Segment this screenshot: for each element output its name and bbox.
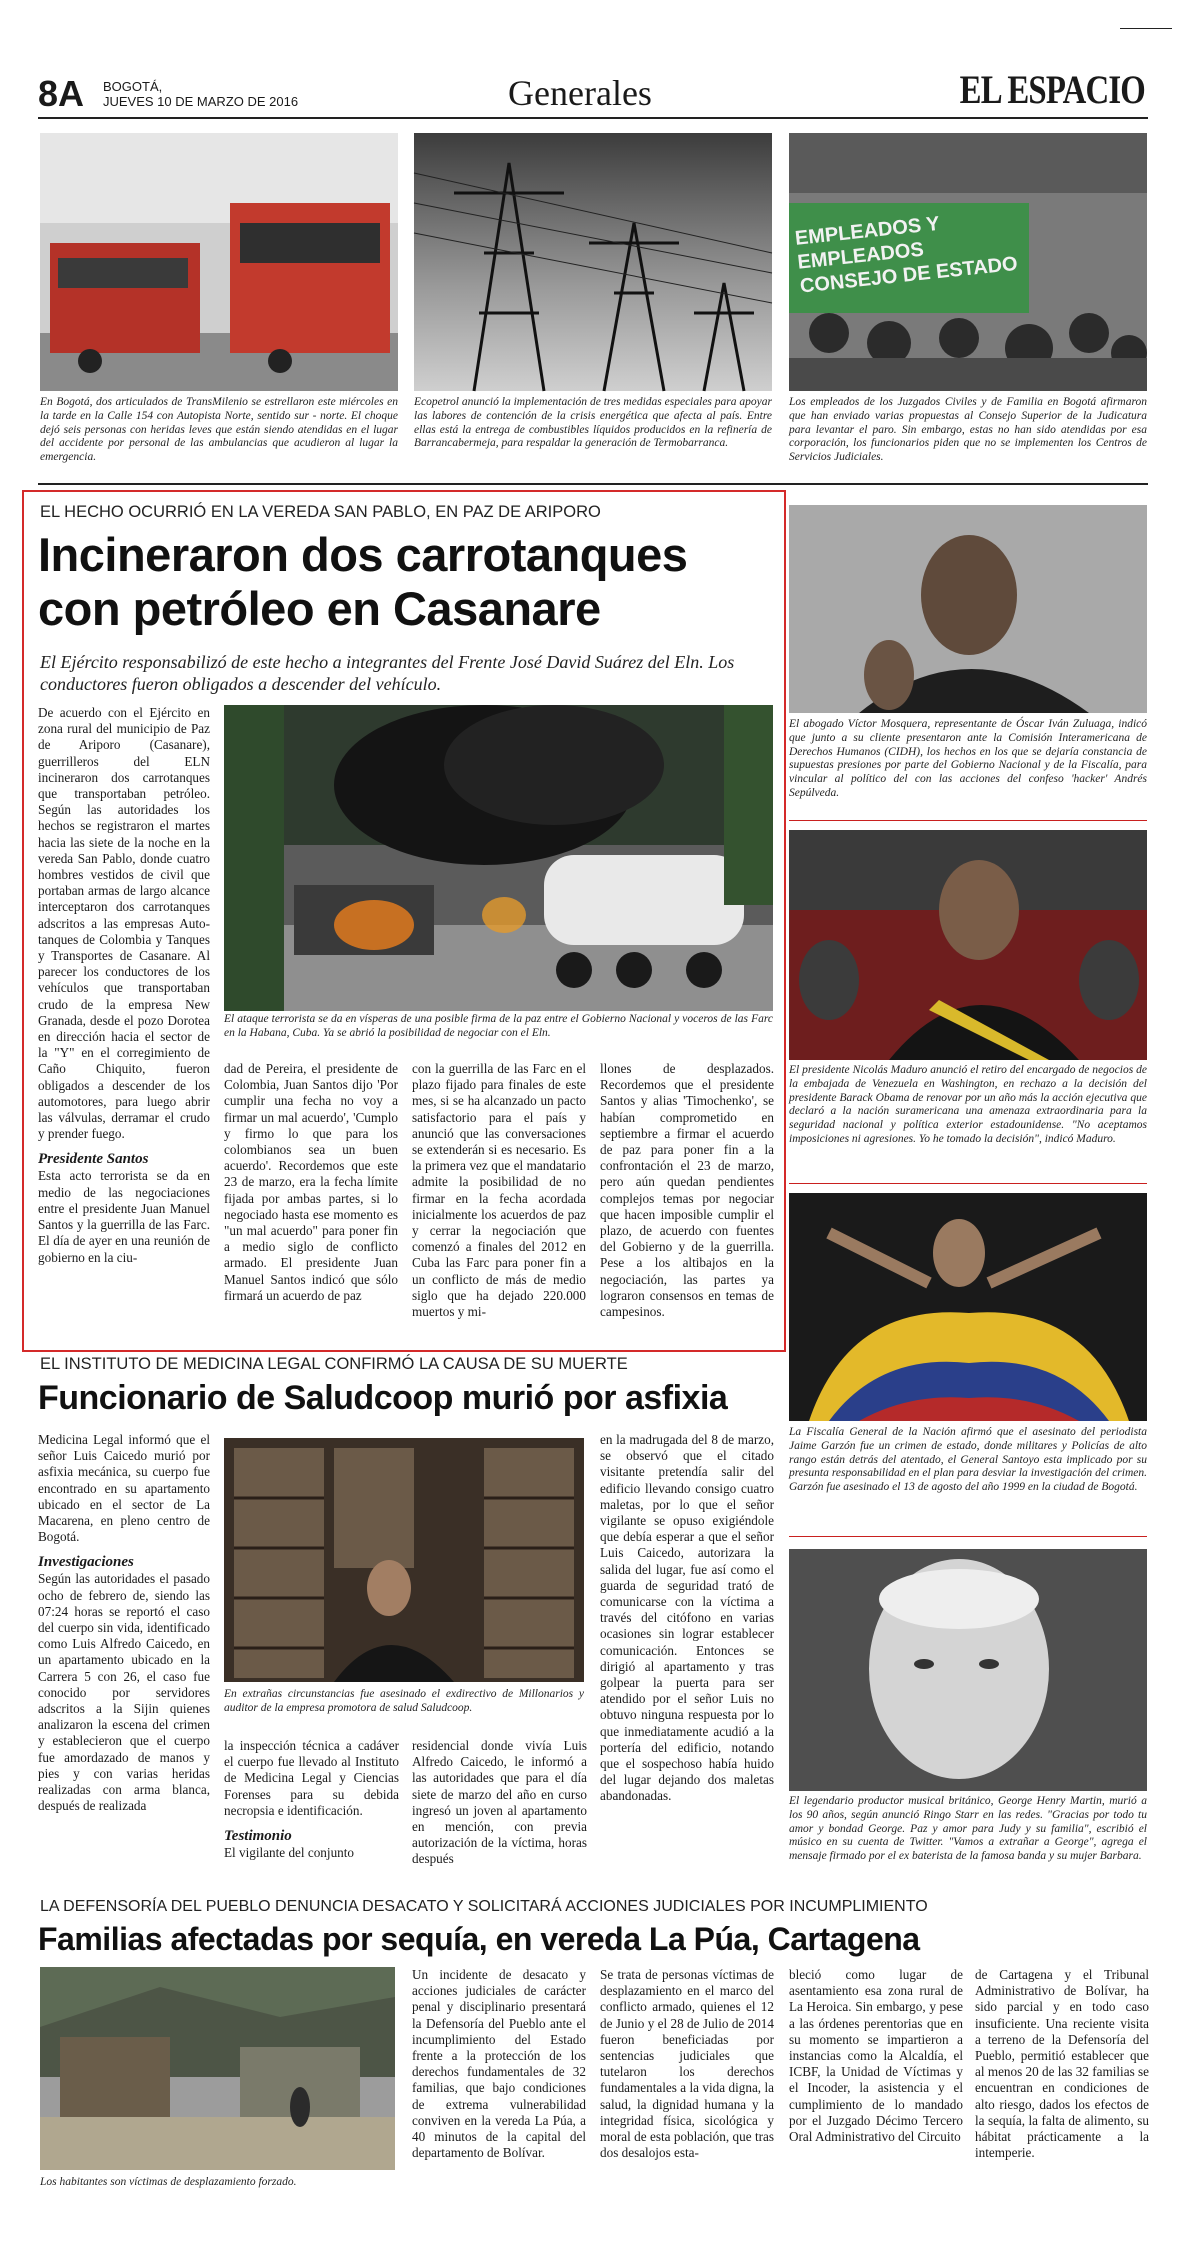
second-subhead-2: Testimonio [224,1828,292,1845]
garzon-caption: La Fiscalía General de la Nación afirmó que el asesinato del periodista Jaime Garzón fue un crimen de estado, donde militares y Policías de alto rango están detrás del atentado, el General Santoyo esta implicado por su presunta responsabilidad en el plan para desviar la investigación del crimen. Garzón fue asesinado el 13 de agosto del año 1999 en la ciudad de Bogotá. [789,1426,1147,1494]
maduro-caption: El presidente Nicolás Maduro anunció el retiro del encargado de negocios de la embajada de Venezuela en Washington, en rechazo a la decisión del presidente Barack Obama de renovar por un año más la acción ejecutiva que declaró a la nación suramericana una amenaza extraordinaria para la seguridad nacional y política exterior estadounidense. "No aceptamos imposiciones ni agresiones. Yo he tomado la decisión", indicó Maduro. [789,1064,1147,1145]
lead-headline-line2: con petróleo en Casanare [38,582,601,635]
third-col-3: bleció como lugar de asentamiento esa zona rural de La Heroica. Sin embargo, y pese a las órdenes perentorias que en su momento se impartieron a instancias como la Alcaldía, el ICBF, la Unidad de Víctimas y el Incoder, la asistencia y el cumplimiento de lo mandado por el Juzgado Décimo Tercero Oral Administrativo del Circuito [789,1967,963,2145]
section-divider [38,483,1148,485]
second-col-2-text: la inspección técnica a cadáver el cuerpo fue llevado al Instituto de Medicina Legal y Ciencias Forenses para su debida necropsia e identificación. [224,1738,399,1818]
second-col-2b-text: El vigilante del conjunto [224,1845,355,1861]
third-col-1: Un incidente de desacato y acciones judiciales de carácter penal y disciplinario presentará la Defensoría del Pueblo ante el incumplimiento del Estado frente a la protección de los derechos fundamentales de 32 familias, que bajo condiciones de extrema vulnerabilidad conviven en la vereda La Púa, a 40 minutos de la capital del departamento de Bolívar. [412,1967,586,2161]
third-kicker: LA DEFENSORÍA DEL PUEBLO DENUNCIA DESACATO Y SOLICITARÁ ACCIONES JUDICIALES POR INCUMPLIMIENTO [40,1898,928,1915]
lead-col-1b-text: Esta acto terrorista se da en medio de las negociaciones entre el presidente Juan Manuel Santos y la guerrilla de las Farc. El día de ayer en una reunión de gobierno en la ciu- [38,1168,210,1265]
burning-trucks-caption: El ataque terrorista se da en vísperas de una posible firma de la paz entre el Gobierno Nacional y voceros de las Farc en la Habana, Cuba. Ya se abrió la posibilidad de negociar con el Eln. [224,1013,773,1039]
mosquera-caption: El abogado Víctor Mosquera, representante de Óscar Iván Zuluaga, indicó que junto a su cliente presentaron ante la Comisión Interamericana de Derechos Humanos (CIDH), los hechos en los que se dejaría constancia de supuestas presiones por parte del Gobierno Nacional y de la Fiscalía, para vincular al político del con las acciones del confeso 'hacker' Andrés Sepúlveda. [789,718,1147,799]
second-col-3: residencial donde vivía Luis Alfredo Caicedo, le informó a las autoridades que para el día siete de marzo del año en curso ingresó un joven al apartamento en mención, con previa autorización de la víctima, horas después [412,1738,587,1867]
second-kicker: EL INSTITUTO DE MEDICINA LEGAL CONFIRMÓ LA CAUSA DE SU MUERTE [40,1355,628,1373]
corner-mark [1120,28,1172,29]
sidebar-rule-1 [789,820,1147,821]
power-towers-photo [414,133,772,391]
caicedo-photo [224,1438,584,1682]
transmilenio-caption: En Bogotá, dos articulados de TransMilenio se estrellaron este miércoles en la tarde en la Calle 154 con Autopista Norte, sentido sur - norte. El choque dejó seis personas con heridas leves que están siendo atendidas en el lugar del accidente por personal de las ambulancias que acudieron al lugar la emergencia. [40,396,398,464]
dateline-date: JUEVES 10 DE MARZO DE 2016 [103,94,299,109]
judicial-protest-caption: Los empleados de los Juzgados Civiles y de Familia en Bogotá afirmaron que han enviado varias propuestas al Consejo Superior de la Judicatura para levantar el paro. Sin embargo, estas no han sido atendidas por esa corporación, los funcionarios piden que no se implementen los Centros de Servicios Judiciales. [789,396,1147,464]
third-col-2: Se trata de personas víctimas de desplazamiento en el marco del conflicto armado, quienes el 12 de Junio y el 28 de Julio de 2014 fueron beneficiadas por sentencias judiciales que tutelaron los derechos fundamentales a la vida digna, la salud, la dignidad humana y la integridad física, sicológica y moral de esta población, que tras dos desalojos esta- [600,1967,774,2161]
sidebar-rule-3 [789,1536,1147,1537]
la-pua-caption: Los habitantes son víctimas de desplazamiento forzado. [40,2176,297,2188]
second-col-1 [38,1432,210,1892]
third-col-4: de Cartagena y el Tribunal Administrativo de Bolívar, ha sido parcial y en todo caso insuficiente. Una reciente visita a terreno de la Defensoría del Pueblo, permitió establecer que al menos 20 de las 32 familias se encuentran en condiciones de alto riesgo, dados los efectos de la sequía, la falta de alimento, su hábitat prácticamente a la intemperie. [975,1967,1149,2161]
judicial-protest-photo [789,133,1147,391]
lead-deck: El Ejército responsabilizó de este hecho a integrantes del Frente José David Suárez del Eln. Los conductores fueron obligados a descender del vehículo. [40,652,735,694]
power-towers-caption: Ecopetrol anunció la implementación de tres medidas especiales para apoyar las labores de contención de la crisis energética que afecta al país. Entre ellas está la entrega de combustibles líquidos producidos en la refinería de Barrancabermeja, para respaldar la generación de Termobarranca. [414,396,772,450]
newspaper-brand: EL ESPACIO [959,67,1145,112]
george-martin-photo [789,1549,1147,1791]
lead-col-3: con la guerrilla de las Farc en el plazo fijado para finales de este mes, si se ha alcanzado un pacto satisfactorio para el país y anunció que las conversaciones se extenderán si es necesario. Es la primera vez que el mandatario admite la posibilidad de no firmar en la fecha acordada inicialmente los acuerdos de paz y cerrar la negociación que comenzó a finales del 2012 en Cuba las Farc para poner fin a un conflicto de más de medio siglo que ha dejado 220.000 muertos y mi- [412,1061,586,1320]
lead-headline-line1: Incineraron dos carrotanques [38,528,688,581]
transmilenio-photo [40,133,398,391]
maduro-photo [789,830,1147,1060]
lead-col-1 [38,705,210,1265]
lead-col-4: llones de desplazados. Recordemos que el presidente Santos y alias 'Timochenko', se habían comprometido en septiembre a firmar el acuerdo de paz para poner fin a la confrontación el 23 de marzo, pero aún quedan pendientes complejos temas por negociar que hacen imposible cumplir el plazo, de acuerdo con fuentes del Gobierno y de la guerrilla. Pese a los altibajos en la negociación, las partes ya lograron consensos en temas de campesinos. [600,1061,774,1320]
burning-trucks-photo [224,705,773,1011]
dateline [103,79,298,109]
second-col-2 [224,1738,399,1896]
lead-col-1-text: De acuerdo con el Ejército en zona rural del municipio de Paz de Ariporo (Casanare), guerrilleros del ELN incineraron dos carrotanques que transportaban petróleo. Según las autoridades los hechos se registraron el martes hacia las siete de la noche en la vereda San Pablo, donde cuatro hombres vestidos de civil que portaban armas de largo alcance interceptaron dos carrotanques adscritos a las empresas Auto-tanques de Colombia y Tanques y Transportes de Casanare. Al parecer los conductores de los vehículos que transportaban crudo de la empresa New Granada, desde el pozo Dorotea en dirección hacia el sector de la "Y" en el corregimiento de Caño Chiquito, fueron obligados a descender de los automotores, para luego abrir las válvulas, derramar el crudo y prender fuego. [38,705,210,1142]
lead-headline [38,528,778,636]
dateline-city: BOGOTÁ, [103,79,163,94]
protest-banner-text: EMPLEADOS Y EMPLEADOS CONSEJO DE ESTADO [793,212,1019,298]
second-col-1b-text: Según las autoridades el pasado ocho de febrero de, siendo las 07:24 horas se reportó el caso del cuerpo sin vida, identificado como Luis Alfredo Caicedo, en un apartamento ubicado en la Carrera 5 con 26, el caso fue conocido por servidores adscritos a la Sijin quienes analizaron la escena del crimen y establecieron que el cuerpo fue amordazado de manos y pies y con varias heridas realizadas con arma blanca, después de realizada [38,1571,210,1814]
la-pua-photo [40,1967,395,2170]
mosquera-photo [789,505,1147,713]
second-subhead-1: Investigaciones [38,1554,134,1571]
lead-subhead: Presidente Santos [38,1151,149,1168]
george-martin-caption: El legendario productor musical británico, George Henry Martin, murió a los 90 años, según anunció Ringo Starr en las redes. "Gracias por todo tu amor y bondad George. Paz y amor para Judy y su familia", escribió el músico en su cuenta de Twitter. "Vamos a extrañar a George", agrega el mensaje firmado por el ex baterista de la famosa banda y su mujer Barbara. [789,1795,1147,1863]
lead-kicker: EL HECHO OCURRIÓ EN LA VEREDA SAN PABLO, EN PAZ DE ARIPORO [40,503,601,521]
garzon-photo [789,1193,1147,1421]
third-headline: Familias afectadas por sequía, en vereda La Púa, Cartagena [38,1921,920,1957]
second-col-1-text: Medicina Legal informó que el señor Luis Caicedo murió por asfixia mecánica, su cuerpo fue encontrado en su apartamento ubicado en el sector de La Macarena, en pleno centro de Bogotá. [38,1432,210,1545]
lead-col-2: dad de Pereira, el presidente de Colombia, Juan Santos dijo 'Por cumplir una fecha no voy a firmar un mal acuerdo', 'Cumplo y firmo lo que para los colombianos sea un buen acuerdo'. Recordemos que este 23 de marzo, era la fecha límite fijada por ambas partes, si lo negociado hasta ese momento es "un mal acuerdo" para poner fin a medio siglo de conflicto armado. El presidente Juan Manuel Santos indicó que sólo firmará un acuerdo de paz [224,1061,398,1303]
sidebar-rule-2 [789,1183,1147,1184]
second-headline: Funcionario de Saludcoop murió por asfixia [38,1379,728,1417]
caicedo-caption: En extrañas circunstancias fue asesinado el exdirectivo de Millonarios y auditor de la empresa promotora de salud Saludcoop. [224,1688,584,1714]
masthead-rule [38,117,1148,119]
section-title: Generales [508,73,652,113]
page-number: 8A [38,73,85,114]
second-col-4: en la madrugada del 8 de marzo, se observó que el citado visitante pretendía salir del edificio llevando consigo cuatro maletas, por lo que el señor vigilante se opuso exigiéndole que debía esperar a que el señor Luis Caicedo, autorizara la salida del lugar, fue así como el guarda de seguridad trató de comunicarse con la víctima a través del citófono en varias ocasiones sin lograr establecer comunicación. Entonces se dirigió al apartamento y tras golpear la puerta para ser atendido por el señor Luis no obtuvo ninguna respuesta por lo que inmediatamente acudió a la portería del edificio, notando que el sospechoso había huido del lugar dejando dos maletas abandonadas. [600,1432,774,1804]
